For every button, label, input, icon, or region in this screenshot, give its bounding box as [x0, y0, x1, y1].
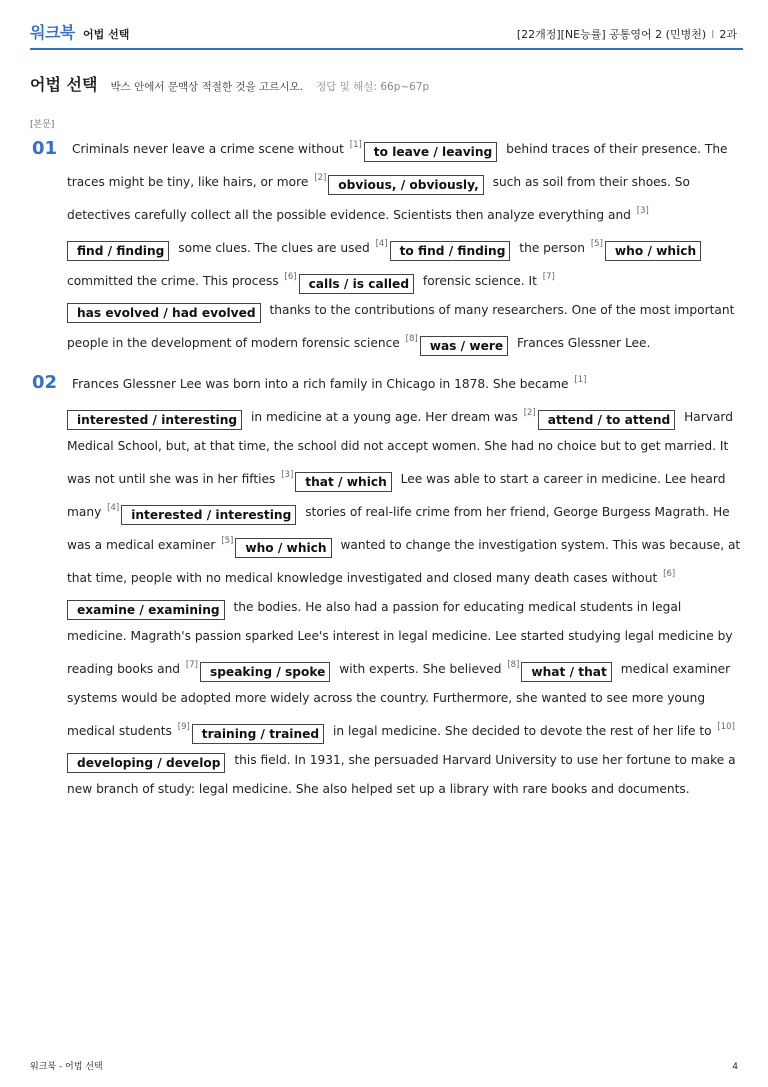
choice-box[interactable]: who / which [605, 241, 701, 261]
passage-text: with experts. She believed [335, 662, 506, 676]
passage-text: Frances Glessner Lee. [513, 336, 651, 350]
passage-text: Frances Glessner Lee was born into a rich family in Chicago in 1878. She became [72, 377, 573, 391]
question-number-1: 01 [32, 138, 58, 159]
choice-box[interactable]: who / which [235, 538, 331, 558]
page-number: 4 [732, 1062, 738, 1072]
choice-box[interactable]: that / which [295, 472, 392, 492]
brand-subtitle: 어법 선택 [83, 28, 130, 41]
passage-text: the bodies. He also had a passion for educating medical students in legal medicine. Magrath's passion sparked Lee's interest in legal medicine. Lee started studying legal medicine by reading books and [67, 600, 733, 676]
passage-text: committed the crime. This process [67, 274, 283, 288]
blank-number: [7] [542, 272, 555, 282]
blank-number: [8] [405, 334, 418, 344]
passage-text: the person [515, 241, 589, 255]
page-title: 어법 선택 [30, 75, 98, 94]
choice-box[interactable]: attend / to attend [538, 410, 675, 430]
choice-box[interactable]: interested / interesting [121, 505, 296, 525]
blank-number: [6] [663, 569, 676, 579]
book-title: [22개정][NE능률] 공통영어 2 (민병천) [516, 28, 707, 41]
passage-text: stories of real-life crime from her friend, George Burgess Magrath. He was a medical examiner [67, 505, 730, 552]
passage-2 [67, 366, 741, 804]
lesson-label: 2과 [719, 28, 737, 41]
passage-text: wanted to change the investigation system. This was because, at that time, people with no medical knowledge investigated and closed many death cases without [67, 538, 741, 585]
blank-number: [6] [284, 272, 297, 282]
passage-text: medical examiner systems would be adopted more widely across the country. Furthermore, she wanted to see more young medical students [67, 662, 731, 738]
book-info [517, 26, 737, 42]
blank-number: [2] [314, 173, 327, 183]
blank-number: [4] [375, 239, 388, 249]
blank-number: [8] [507, 660, 520, 670]
blank-number: [9] [177, 722, 190, 732]
choice-box[interactable]: has evolved / had evolved [67, 303, 261, 323]
section-tag: [본문] [30, 120, 55, 130]
choice-box[interactable]: to leave / leaving [364, 142, 497, 162]
instruction-text: 박스 안에서 문맥상 적절한 것을 고르시오. [110, 81, 303, 93]
passage-text: Lee was able to start a career in medicine. Lee heard many [67, 472, 726, 519]
passage-text: forensic science. It [419, 274, 541, 288]
choice-box[interactable]: interested / interesting [67, 410, 242, 430]
choice-box[interactable]: was / were [420, 336, 508, 356]
passage-text: some clues. The clues are used [174, 241, 374, 255]
blank-number: [3] [636, 206, 649, 216]
passage-text: Criminals never leave a crime scene without [72, 142, 348, 156]
footer-label: 워크북 - 어법 선택 [30, 1062, 103, 1072]
choice-box[interactable]: what / that [521, 662, 611, 682]
separator: I [711, 28, 715, 41]
choice-box[interactable]: find / finding [67, 241, 169, 261]
blank-number: [5] [221, 536, 234, 546]
passage-text: Harvard Medical School, but, at that time, the school did not accept women. She had no choice but to get married. It was not until she was in her fifties [67, 410, 733, 486]
choice-box[interactable]: to find / finding [390, 241, 511, 261]
choice-box[interactable]: speaking / spoke [200, 662, 330, 682]
passage-1 [67, 131, 741, 358]
question-number-2: 02 [32, 372, 58, 393]
title-row [30, 72, 429, 95]
blank-number: [1] [349, 140, 362, 150]
choice-box[interactable]: obvious, / obviously, [328, 175, 483, 195]
passage-text: this field. In 1931, she persuaded Harvard University to use her fortune to make a new branch of study: legal medicine. She also helped set up a library with rare books and documents. [67, 753, 736, 796]
answer-reference: 정답 및 해설: 66p~67p [316, 81, 430, 93]
choice-box[interactable]: training / trained [192, 724, 324, 744]
choice-box[interactable]: developing / develop [67, 753, 225, 773]
passage-text: thanks to the contributions of many researchers. One of the most important people in the development of modern forensic science [67, 303, 735, 350]
blank-number: [3] [281, 470, 294, 480]
choice-box[interactable]: examine / examining [67, 600, 225, 620]
blank-number: [1] [574, 375, 587, 385]
brand-title: 워크북 [30, 23, 75, 42]
passage-text: behind traces of their presence. The traces might be tiny, like hairs, or more [67, 142, 728, 189]
blank-number: [7] [185, 660, 198, 670]
passage-text: in medicine at a young age. Her dream was [247, 410, 522, 424]
choice-box[interactable]: calls / is called [299, 274, 414, 294]
blank-number: [2] [523, 408, 536, 418]
blank-number: [5] [590, 239, 603, 249]
page-header [30, 14, 743, 50]
passage-text: in legal medicine. She decided to devote the rest of her life to [329, 724, 716, 738]
blank-number: [4] [107, 503, 120, 513]
passage-text: such as soil from their shoes. So detectives carefully collect all the possible evidence. Scientists then analyze everything and [67, 175, 690, 222]
blank-number: [10] [717, 722, 735, 732]
